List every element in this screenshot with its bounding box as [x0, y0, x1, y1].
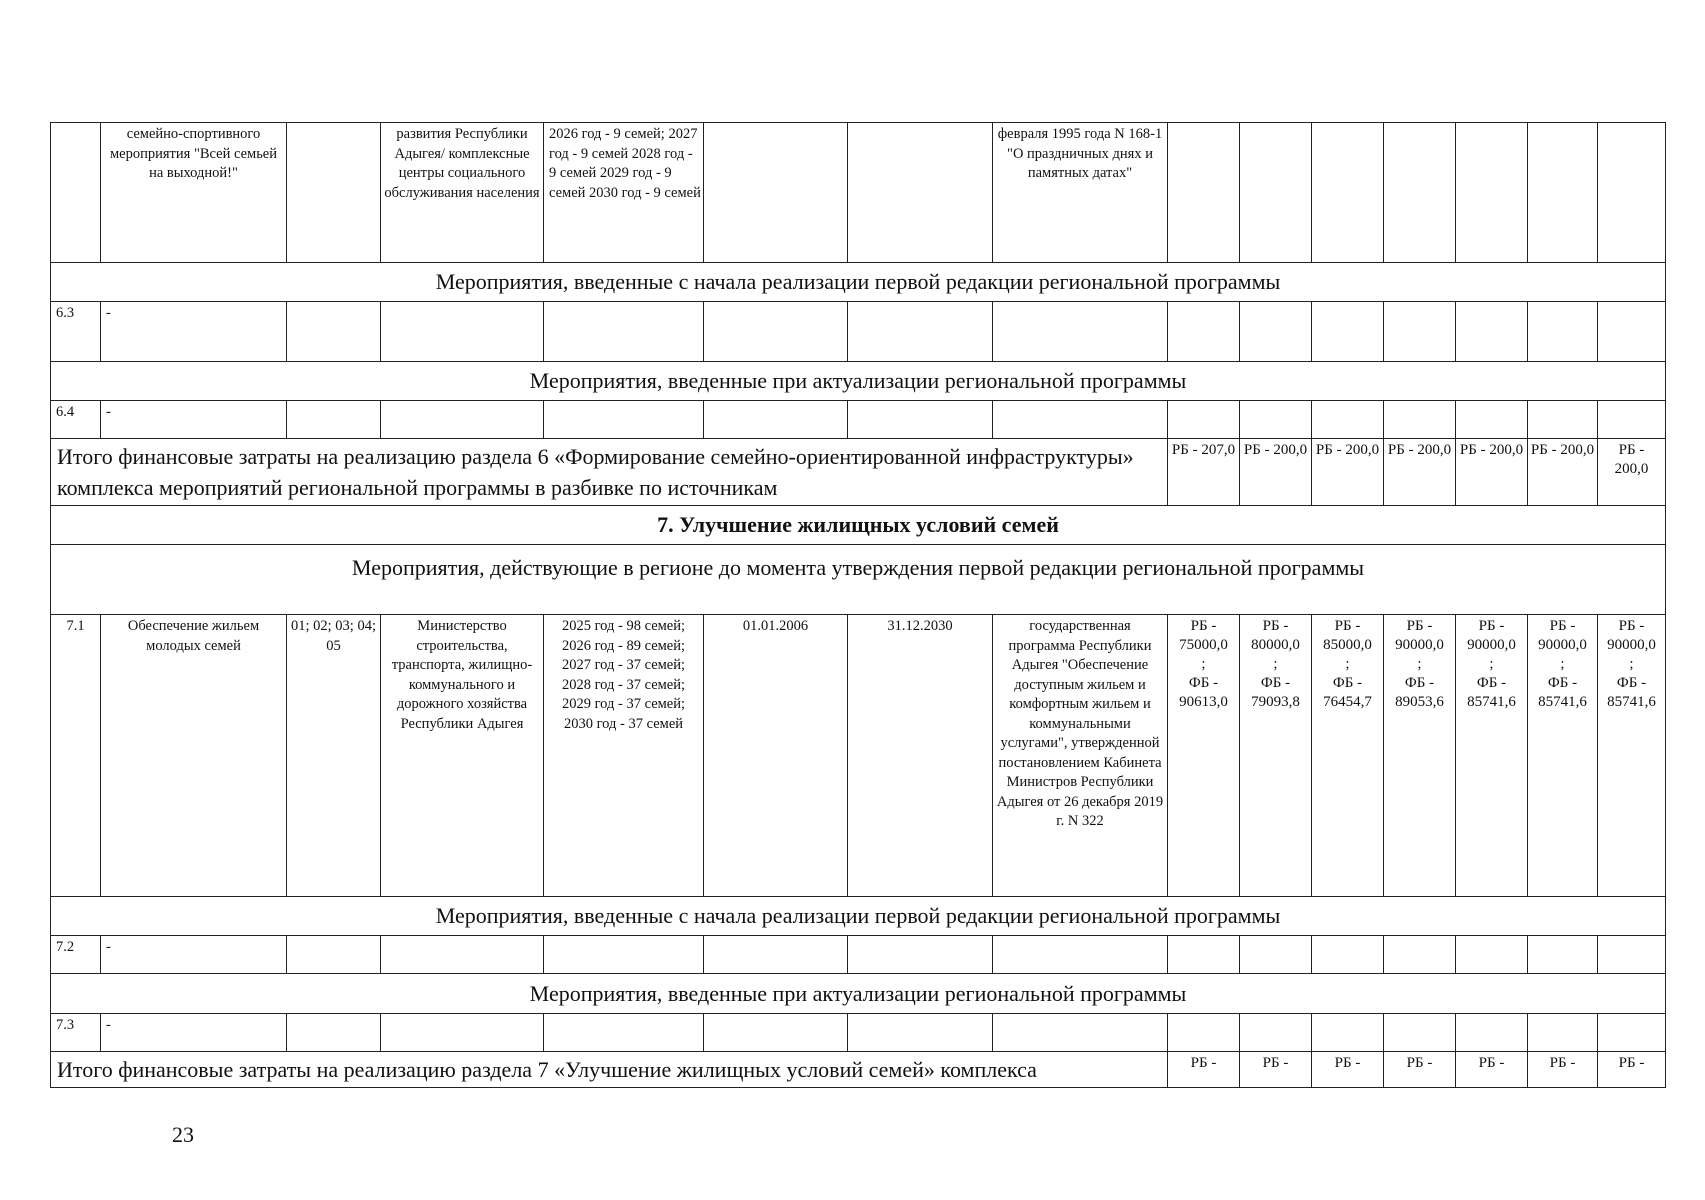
- total-value: РБ - 200,0: [1456, 439, 1528, 506]
- table-row: [51, 401, 1666, 439]
- fund-fb: ФБ - 79093,8: [1251, 675, 1300, 710]
- row-number-cell: 7.3: [51, 1014, 101, 1052]
- section-title: 7. Улучшение жилищных условий семей: [51, 506, 1666, 545]
- fund-fb: ФБ - 85741,6: [1467, 675, 1516, 710]
- fund-fb: ФБ - 85741,6: [1607, 675, 1656, 710]
- subsection-heading: Мероприятия, введенные с начала реализации первой редакции региональной программы: [51, 263, 1666, 302]
- fund-cell: [1528, 123, 1598, 263]
- total-value: РБ -: [1528, 1052, 1598, 1088]
- measure-name-cell: -: [101, 302, 287, 362]
- fund-cell: [1240, 123, 1312, 263]
- end-date-cell: 31.12.2030: [848, 615, 993, 897]
- total-value: РБ - 200,0: [1312, 439, 1384, 506]
- subsection-heading: Мероприятия, введенные при актуализации региональной программы: [51, 362, 1666, 401]
- subsection-row: [51, 545, 1666, 615]
- subsection-heading: Мероприятия, действующие в регионе до момента утверждения первой редакции региональной программы: [51, 545, 1666, 615]
- total-row: [51, 439, 1666, 506]
- fund-separator: ;: [1273, 656, 1278, 672]
- fund-cell: [1456, 123, 1528, 263]
- table-row: [51, 123, 1666, 263]
- total-label: Итого финансовые затраты на реализацию раздела 7 «Улучшение жилищных условий семей» комплекса: [51, 1052, 1168, 1088]
- row-number-cell: 7.2: [51, 936, 101, 974]
- fund-separator: ;: [1489, 656, 1494, 672]
- subsection-row: [51, 897, 1666, 936]
- table-row: [51, 615, 1666, 897]
- fund-cell: [1312, 615, 1384, 897]
- fund-rb: РБ - 90000,0: [1395, 618, 1444, 653]
- fund-cell: [1528, 615, 1598, 897]
- fund-cell: [1384, 123, 1456, 263]
- fund-fb: ФБ - 76454,7: [1323, 675, 1372, 710]
- total-value: РБ - 200,0: [1598, 439, 1666, 506]
- total-row: [51, 1052, 1666, 1088]
- total-value: РБ - 200,0: [1528, 439, 1598, 506]
- total-value: РБ -: [1240, 1052, 1312, 1088]
- executor-cell: развития Республики Адыгея/ комплексные центры социального обслуживания населения: [381, 123, 544, 263]
- fund-cell: [1598, 615, 1666, 897]
- subsection-row: [51, 263, 1666, 302]
- fund-fb: ФБ - 89053,6: [1395, 675, 1444, 710]
- section-title-row: [51, 506, 1666, 545]
- table-row: [51, 302, 1666, 362]
- codes-cell: [287, 123, 381, 263]
- measures-table: [50, 122, 1666, 1088]
- fund-separator: ;: [1417, 656, 1422, 672]
- subsection-heading: Мероприятия, введенные с начала реализации первой редакции региональной программы: [51, 897, 1666, 936]
- total-value: РБ -: [1168, 1052, 1240, 1088]
- codes-cell: 01; 02; 03; 04; 05: [287, 615, 381, 897]
- legal-basis-cell: февраля 1995 года N 168-1 "О праздничных днях и памятных датах": [993, 123, 1168, 263]
- subsection-row: [51, 974, 1666, 1014]
- measure-name-cell: -: [101, 401, 287, 439]
- fund-rb: РБ - 90000,0: [1467, 618, 1516, 653]
- fund-cell: [1168, 615, 1240, 897]
- total-label: Итого финансовые затраты на реализацию раздела 6 «Формирование семейно-ориентированной инфраструктуры» комплекса мероприятий региональной программы в разбивке по источникам: [51, 439, 1168, 506]
- fund-separator: ;: [1629, 656, 1634, 672]
- total-value: РБ - 207,0: [1168, 439, 1240, 506]
- fund-cell: [1384, 615, 1456, 897]
- table-row: [51, 1014, 1666, 1052]
- fund-fb: ФБ - 85741,6: [1538, 675, 1587, 710]
- start-date-cell: [704, 123, 848, 263]
- fund-fb: ФБ - 90613,0: [1179, 675, 1228, 710]
- fund-cell: [1312, 123, 1384, 263]
- fund-cell: [1168, 123, 1240, 263]
- legal-basis-cell: государственная программа Республики Адыгея "Обеспечение доступным жильем и комфортным жильем и коммунальными услугами", утвержденной постановлением Кабинета Министров Республики Адыгея от 26 декабря 2019 г. N 322: [993, 615, 1168, 897]
- fund-rb: РБ - 75000,0: [1179, 618, 1228, 653]
- measure-name-cell: -: [101, 936, 287, 974]
- fund-separator: ;: [1560, 656, 1565, 672]
- end-date-cell: [848, 123, 993, 263]
- fund-cell: [1240, 615, 1312, 897]
- executor-cell: Министерство строительства, транспорта, жилищно-коммунального и дорожного хозяйства Республики Адыгея: [381, 615, 544, 897]
- subsection-row: [51, 362, 1666, 401]
- total-value: РБ - 200,0: [1384, 439, 1456, 506]
- row-number-cell: 6.4: [51, 401, 101, 439]
- fund-separator: ;: [1345, 656, 1350, 672]
- fund-rb: РБ - 90000,0: [1538, 618, 1587, 653]
- total-value: РБ -: [1456, 1052, 1528, 1088]
- measure-name-cell: семейно-спортивного мероприятия "Всей семьей на выходной!": [101, 123, 287, 263]
- measure-name-cell: -: [101, 1014, 287, 1052]
- fund-separator: ;: [1201, 656, 1206, 672]
- row-number-cell: 6.3: [51, 302, 101, 362]
- fund-rb: РБ - 85000,0: [1323, 618, 1372, 653]
- page-number: 23: [172, 1122, 194, 1147]
- subsection-heading: Мероприятия, введенные при актуализации региональной программы: [51, 974, 1666, 1014]
- indicator-cell: 2025 год - 98 семей; 2026 год - 89 семей; 2027 год - 37 семей; 2028 год - 37 семей; 2029 год - 37 семей; 2030 год - 37 семей: [544, 615, 704, 897]
- total-value: РБ -: [1384, 1052, 1456, 1088]
- fund-rb: РБ - 90000,0: [1607, 618, 1656, 653]
- start-date-cell: 01.01.2006: [704, 615, 848, 897]
- measure-name-cell: Обеспечение жильем молодых семей: [101, 615, 287, 897]
- table-row: [51, 936, 1666, 974]
- row-number-cell: 7.1: [51, 615, 101, 897]
- indicator-cell: 2026 год - 9 семей; 2027 год - 9 семей 2028 год - 9 семей 2029 год - 9 семей 2030 год - 9 семей: [544, 123, 704, 263]
- total-value: РБ -: [1312, 1052, 1384, 1088]
- fund-cell: [1598, 123, 1666, 263]
- row-number-cell: [51, 123, 101, 263]
- fund-cell: [1456, 615, 1528, 897]
- total-value: РБ - 200,0: [1240, 439, 1312, 506]
- total-value: РБ -: [1598, 1052, 1666, 1088]
- fund-rb: РБ - 80000,0: [1251, 618, 1300, 653]
